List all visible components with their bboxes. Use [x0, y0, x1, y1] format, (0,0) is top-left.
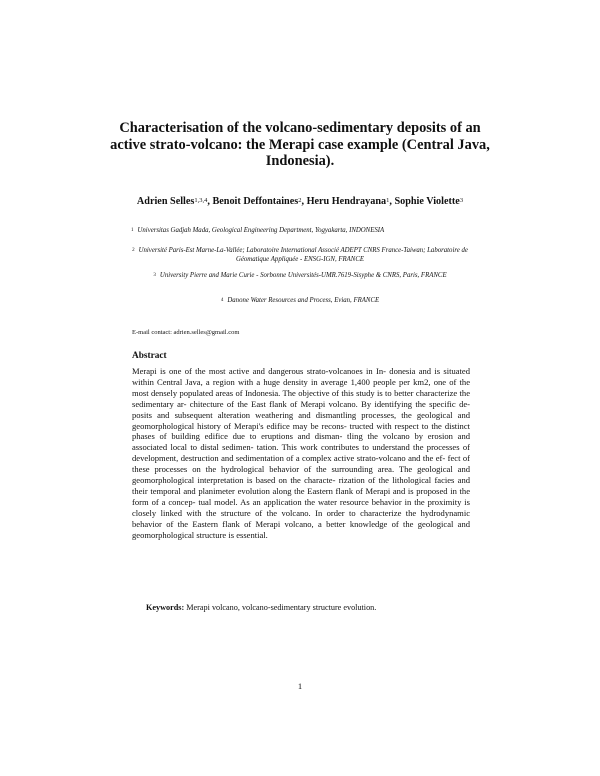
author-separator: , — [207, 196, 213, 207]
keywords — [146, 603, 376, 612]
author-name: Adrien Selles — [136, 196, 195, 207]
affiliation-2 — [118, 246, 482, 264]
author-name: Heru Hendrayana — [306, 196, 387, 207]
keywords-label: Keywords: — [146, 603, 185, 612]
keywords-text: Merapi volcano, volcano-sedimentary structure evolution. — [186, 603, 377, 612]
author-affiliation-mark: 2 — [298, 197, 302, 204]
author-name: Benoit Deffontaines — [212, 196, 299, 207]
paper-title: Characterisation of the volcano-sedimentary deposits of an active strato-volcano: the Merapi case example (Central Java, Indonesia). — [110, 120, 490, 169]
affiliation-number: 4 — [220, 298, 224, 303]
affiliation-text: Université Paris-Est Marne-La-Vallée; Laboratoire International Associé ADEPT CNRS France-Taiwan; Laboratoire de Géomatique Appliquée - ENSG-IGN, FRANCE — [138, 247, 468, 263]
affiliation-text: Danone Water Resources and Process, Evian, FRANCE — [227, 297, 380, 304]
affiliation-text: University Pierre and Marie Curie - Sorbonne Universités-UMR.7619-Sisyphe & CNRS, Paris, FRANCE — [159, 272, 447, 279]
abstract-body: Merapi is one of the most active and dangerous strato-volcanoes in In- donesia and is situated within Central Java, a region with a huge density in average 1,400 people per km2, one of the most densely populated areas of Indonesia. The objective of this study is to better characterize the sedimentary ar- chitecture of the East flank of Merapi volcano. By identifying the specific de- posits and subsequent alteration weathering and dismantling processes, the geological and geomorphological history of Merapi's edifice may be recons- tructed with respect to the distinct phases of building edifice due to eruptions and disman- tling the volcano by erosion and associated local to distal sedimen- tation. This work contributes to understand the processes of development, destruction and sedimentation of a complex active strato-volcano and the ef- fect of these processes on the hydrological behavior of the surrounding area. The geological and geomorphological interpretation is based on the characte- rization of the lithological facies and their temporal and planimeter evolution along the Eastern flank of Merapi and is proposed in the form of a concep- tual model. As an application the water resource behavior in the proximity is closely linked with the structure of the volcano. In order to characterize the hydrodynamic behavior of the Eastern flank of Merapi volcano, a better knowledge of the geological and geomorphological structure is essential. — [132, 366, 470, 540]
author-affiliation-mark: 3 — [459, 197, 464, 204]
author-separator: , — [389, 196, 395, 207]
author-name: Sophie Violette — [394, 196, 460, 207]
abstract-heading: Abstract — [132, 351, 167, 361]
affiliation-number: 3 — [153, 273, 156, 278]
affiliation-1 — [131, 226, 491, 235]
affiliation-number: 2 — [132, 248, 135, 253]
page-number: 1 — [297, 681, 303, 691]
affiliation-3 — [118, 271, 482, 280]
author-affiliation-mark: 1,3,4 — [194, 197, 208, 204]
affiliation-4 — [118, 296, 482, 305]
author-affiliation-mark: 1 — [386, 197, 390, 204]
affiliation-text: Universitas Gadjah Mada, Geological Engineering Department, Yogyakarta, INDONESIA — [137, 227, 385, 234]
email-contact: E-mail contact: adrien.selles@gmail.com — [132, 329, 240, 336]
author-list — [120, 196, 480, 209]
author-separator: , — [301, 196, 307, 207]
affiliation-number: 1 — [131, 228, 134, 233]
